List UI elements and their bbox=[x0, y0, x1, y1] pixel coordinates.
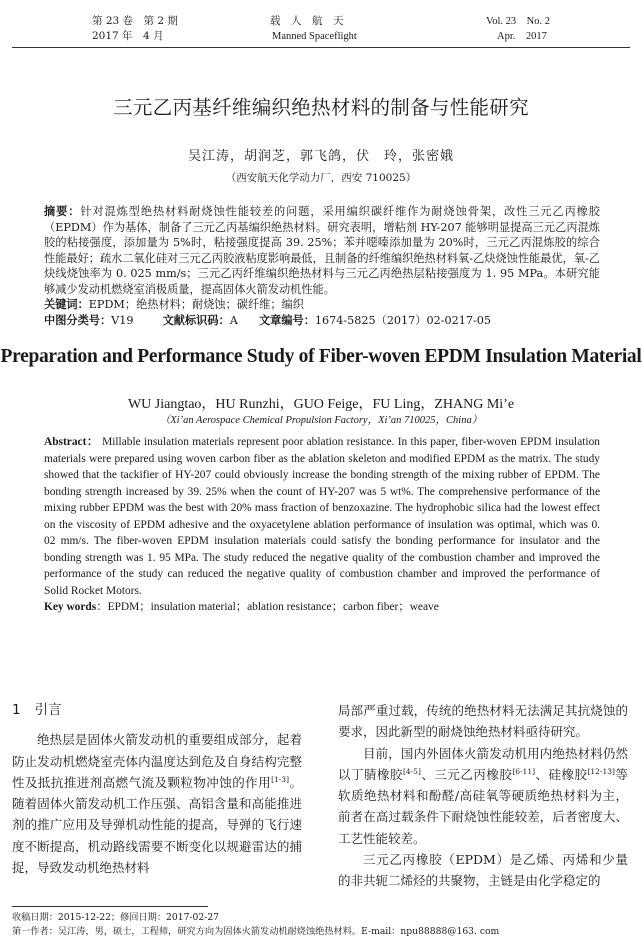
keywords-cn bbox=[44, 297, 600, 313]
running-head bbox=[0, 0, 642, 44]
keywords-cn-label: 关键词： bbox=[44, 298, 89, 311]
footnote-first-author: 第一作者：吴江涛，男，硕士，工程师，研究方向为固体火箭发动机耐烧蚀绝热材料。E-mail：npu88888@163. com bbox=[12, 925, 500, 937]
article-no-label: 文章编号： bbox=[258, 313, 315, 327]
keywords-cn-text: EPDM；绝热材料；耐烧蚀；碳纤维；编织 bbox=[88, 298, 304, 311]
classification-line bbox=[44, 313, 600, 329]
abstract-cn-block bbox=[44, 204, 600, 328]
abstract-en-block bbox=[44, 434, 600, 616]
body-column-right bbox=[338, 700, 628, 892]
affiliation-cn: （西安航天化学动力厂，西安 710025） bbox=[225, 172, 417, 184]
header-volume-en: Vol. 23 No. 2 bbox=[486, 16, 550, 27]
header-journal-en: Manned Spaceflight bbox=[272, 31, 357, 42]
doc-code-label: 文献标识码： bbox=[162, 313, 230, 327]
abstract-en bbox=[44, 434, 600, 599]
author-list-cn: 吴江涛，胡润芝，郭飞鸽，伏 玲，张密娥 bbox=[187, 149, 454, 164]
body-text: 、硅橡胶 bbox=[535, 766, 588, 782]
body-text: 绝热层是固体火箭发动机的重要组成部分，起着防止发动机燃烧室壳体内温度达到危及自身结构完整性及抵抗推进剂高燃气流及颗粒物冲蚀的作用 bbox=[12, 732, 302, 790]
body-text: 局部严重过载，传统的绝热材料无法满足其抗烧蚀的要求，因此新型的耐烧蚀绝热材料亟待研究。 bbox=[338, 703, 628, 740]
citation-ref[interactable]: [6-11] bbox=[512, 766, 536, 776]
author-list-en: WU Jiangtao，HU Runzhi，GUO Feige，FU Ling，ZHANG Mi’e bbox=[127, 397, 515, 412]
affiliation-en: （Xi’an Aerospace Chemical Propulsion Factory，Xi’an 710025，China） bbox=[159, 415, 483, 426]
header-volume-cn: 第 23 卷 第 2 期 bbox=[92, 15, 178, 27]
body-column-left bbox=[12, 700, 302, 878]
article-no-value: 1674-5825（2017）02-0217-05 bbox=[314, 313, 491, 327]
body-paragraph bbox=[12, 729, 302, 878]
keywords-en bbox=[44, 599, 600, 616]
header-divider bbox=[12, 47, 630, 48]
clc-label: 中图分类号： bbox=[44, 313, 112, 327]
body-text: 等软质绝热材料和酚醛/高硅氧等硬质绝热材料为主，前者在高过载条件下耐烧蚀性能较差，后者密度大、工艺性能较差。 bbox=[338, 766, 628, 846]
clc-value: V19 bbox=[111, 313, 134, 327]
doc-code-value: A bbox=[229, 313, 238, 327]
citation-ref[interactable]: [1-3] bbox=[271, 774, 290, 784]
footnote-received: 收稿日期：2015-12-22；修回日期：2017-02-27 bbox=[12, 912, 220, 923]
footnotes bbox=[12, 911, 632, 938]
abstract-en-label: Abstract： bbox=[44, 436, 99, 448]
footnote-divider bbox=[12, 906, 208, 907]
body-paragraph bbox=[338, 700, 628, 743]
abstract-cn-text: 针对混炼型绝热材料耐烧蚀性能较差的问题，采用编织碳纤维作为耐烧蚀骨架，改性三元乙丙橡胶（EPDM）作为基体，制备了三元乙丙基编织绝热材料。研究表明，增粘剂 HY-207 能够明显提高三元乙丙混炼胶的粘接强度，添加量为 5%时，粘接强度提高 39. 25%；苯并噁嗪添加量为 20%时，三元乙丙混炼胶的综合性能最好；疏水二氧化硅对三元乙丙胶液粘度影响最低，且制备的纤维编织绝热材料氧-乙炔烧蚀性能最优，氧-乙炔线烧蚀率为 0. 025 mm/s；三元乙丙纤维编织绝热材料与三元乙丙绝热层粘接强度为 1. 95 MPa。本研究能够减少发动机燃烧室消极质量，提高固体火箭发动机性能。 bbox=[44, 205, 600, 296]
section-number: 1 bbox=[12, 702, 21, 718]
citation-ref[interactable]: [12-13] bbox=[587, 766, 615, 776]
keywords-en-text: ：EPDM；insulation material；ablation resistance；carbon fiber；weave bbox=[96, 601, 439, 613]
paper-title-cn: 三元乙丙基纤维编织绝热材料的制备与性能研究 bbox=[113, 96, 529, 119]
body-text: 目前，国内外固体火箭发动机用内绝热材料仍然以丁腈橡胶 bbox=[338, 745, 628, 782]
body-text: 、三元乙丙橡胶 bbox=[420, 766, 513, 782]
header-date-en: Apr. 2017 bbox=[497, 31, 547, 42]
citation-ref[interactable]: [4-5] bbox=[402, 766, 421, 776]
header-journal-cn: 载 人 航 天 bbox=[270, 15, 344, 27]
body-text: 三元乙丙橡胶（EPDM）是乙烯、丙烯和少量的非共轭二烯烃的共聚物，主链是由化学稳定的 bbox=[338, 852, 628, 889]
header-date-cn: 2017 年 4 月 bbox=[92, 30, 164, 42]
keywords-en-label: Key words bbox=[44, 601, 97, 613]
section-title: 引言 bbox=[34, 702, 62, 718]
abstract-cn-label: 摘要： bbox=[44, 205, 81, 218]
body-text: 。随着固体火箭发动机工作压强、高铝含量和高能推进剂的推广应用及导弹机动性能的提高，导弹的飞行速度不断提高，机动路线需要不断变化以规避雷达的捕捉，导致发动机绝热材料 bbox=[12, 774, 302, 876]
abstract-cn bbox=[44, 204, 600, 297]
section-heading bbox=[12, 700, 302, 721]
abstract-en-text: Millable insulation materials represent poor ablation resistance. In this paper, fiber-woven EPDM insulation materials were prepared using woven carbon fiber as the ablation skeleton and modified EPDM as the matrix. The study showed that the tackifier of HY-207 could obviously increase the bonding strength of the mixing rubber of EPDM. The bonding strength increased by 39. 25% when the count of HY-207 was 5 wt%. The comprehensive performance of the mixing rubber EPDM was the best with 20% mass fraction of benzoxazine. The hydrophobic silica had the lowest effect on the viscosity of EPDM adhesive and the oxyacetylene ablation performance of insulation was optimal, which was 0. 02 mm/s. The fiber-woven EPDM insulation materials could satisfy the bonding performance for insulator and the bonding strength was 1. 95 MPa. The study reduced the negative quality of the combustion chamber and improved the performance of the study can reduced the negative quality of combustion chamber and improved the performance of Solid Rocket Motors. bbox=[44, 436, 600, 597]
body-paragraph bbox=[338, 743, 628, 849]
paper-title-en: Preparation and Performance Study of Fiber-woven EPDM Insulation Material bbox=[0, 346, 642, 367]
body-paragraph bbox=[338, 849, 628, 892]
